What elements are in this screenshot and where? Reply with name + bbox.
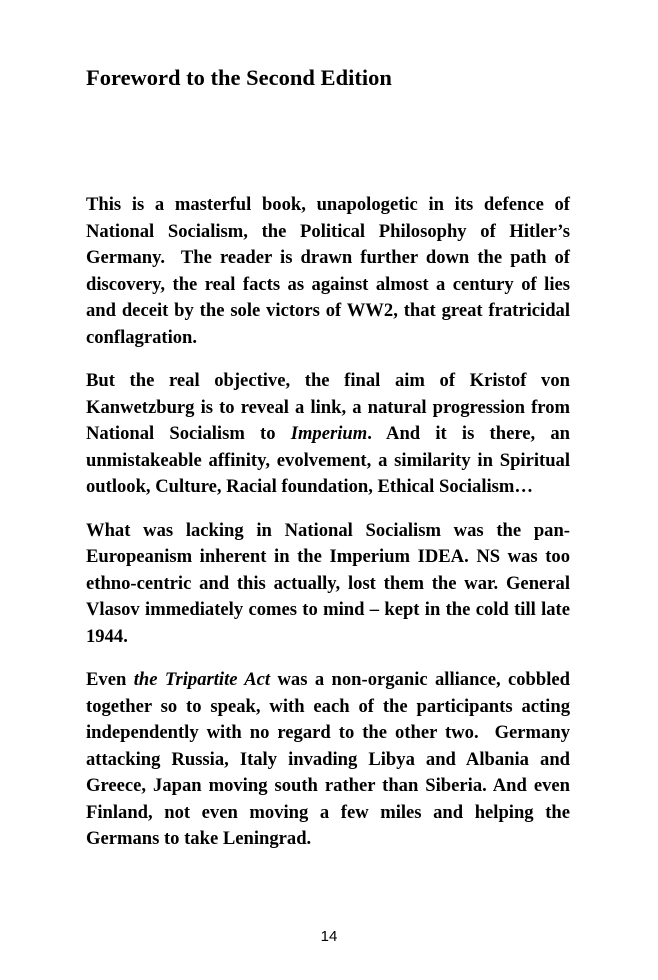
page-heading: Foreword to the Second Edition bbox=[86, 65, 392, 90]
paragraph-2-text-before: But the real objective, the final aim of Kristof von Kanwetzburg is to reveal a link, a natural progression from National Socialism to bbox=[86, 370, 570, 444]
paragraph-4 bbox=[86, 667, 570, 853]
paragraph-2 bbox=[86, 368, 570, 501]
paragraph-1: This is a masterful book, unapologetic in its defence of National Socialism, the Political Philosophy of Hitler’s Germany. The reader is drawn further down the path of discovery, the real facts as against almost a century of lies and deceit by the sole victors of WW2, that great fratricidal conflagration. bbox=[86, 194, 570, 348]
paragraph-4-italic-title: the Tripartite Act bbox=[133, 669, 271, 690]
paragraph-2-text-after: . And it is there, an unmistakeable affinity, evolvement, a similarity in Spiritual outlook, Culture, Racial foundation, Ethical Socialism… bbox=[86, 423, 571, 497]
paragraph-4-text-after: was a non-organic alliance, cobbled together so to speak, with each of the participants acting independently with no regard to the other two. Germany attacking Russia, Italy invading Libya and Albania and Greece, Japan moving south rather than Siberia. And even Finland, not even moving a few miles and helping the Germans to take Leningrad. bbox=[86, 669, 570, 849]
foreword-body bbox=[86, 192, 570, 870]
paragraph-2-italic-title: Imperium bbox=[290, 423, 368, 444]
paragraph-4-text-before: Even bbox=[86, 669, 134, 690]
page-number: 14 bbox=[320, 928, 338, 945]
paragraph-3: What was lacking in National Socialism was the pan-Europeanism inherent in the Imperium IDEA. NS was too ethno-centric and this actually, lost them the war. General Vlasov immediately comes to mind – kept in the cold till late 1944. bbox=[86, 519, 570, 647]
